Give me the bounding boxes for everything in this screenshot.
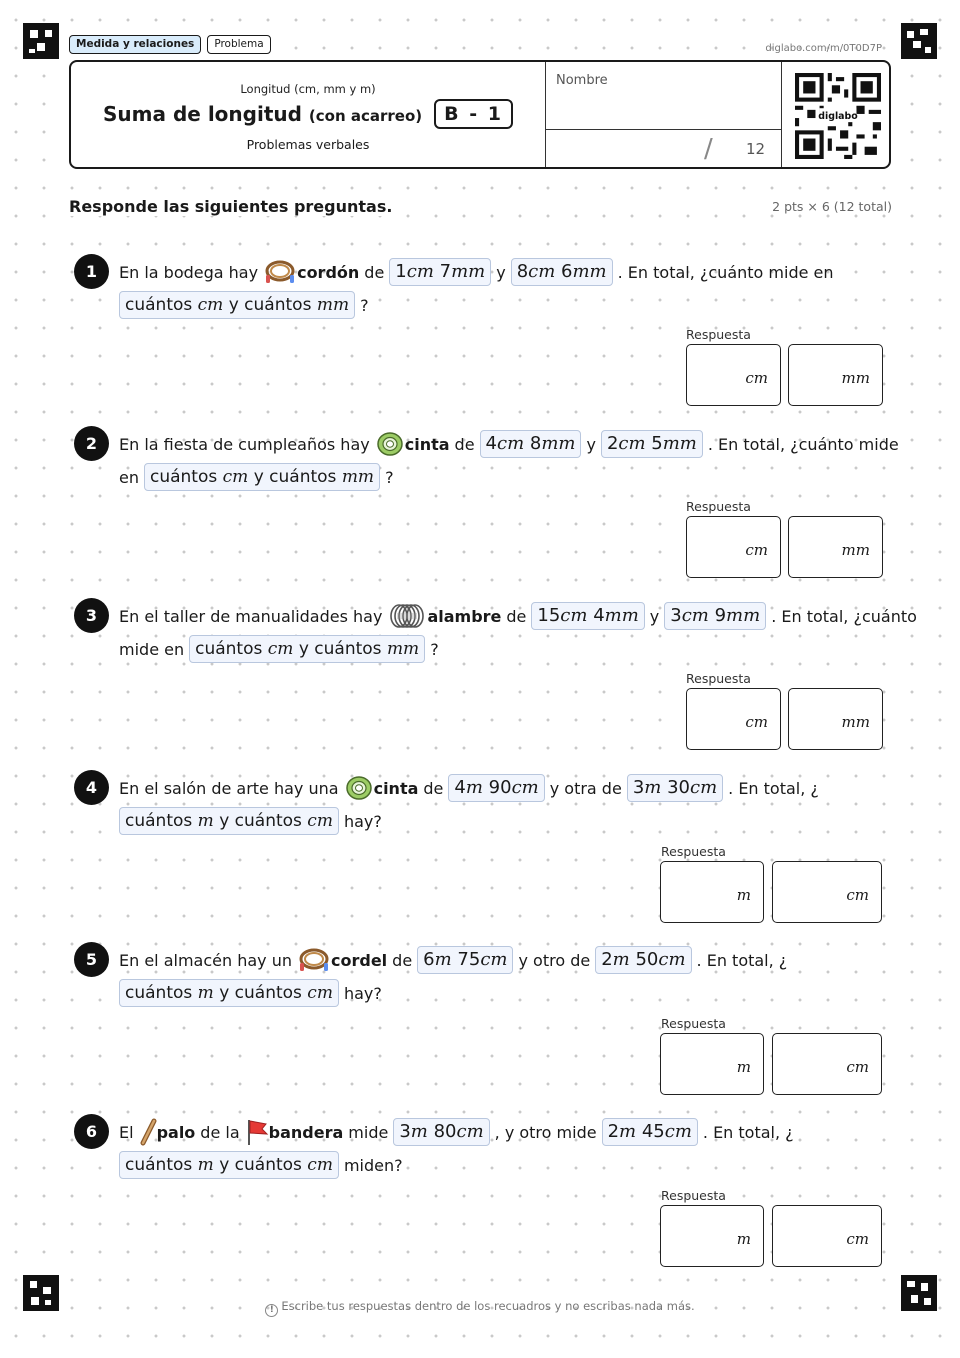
connector-text: mide [348,1122,389,1142]
value-number: 45 [641,1121,665,1142]
question-line-2 [119,807,387,835]
prompt-text: cuántos [125,1155,193,1175]
prompt-text: cuántos [125,811,193,831]
answer-box-2[interactable] [772,861,882,923]
prompt-text: y cuántos [219,983,302,1003]
value-unit: cm [480,949,508,970]
answer-unit: mm [841,541,870,559]
connector-text: de [392,950,413,970]
question-text: ? [360,295,369,315]
value-unit: m [434,949,452,970]
answer-unit: mm [841,369,870,387]
value-unit: cm [197,295,224,315]
connector-text: y [586,434,596,454]
info-icon: ! [265,1304,278,1317]
value-number: 1 [395,261,407,282]
answer-box-1[interactable] [686,516,781,578]
worksheet-title [103,102,422,126]
question-line-2 [119,635,444,663]
connector-text: y otra de [549,778,622,798]
question-number: 6 [74,1114,109,1149]
value-number: 75 [457,949,481,970]
unit-prompt [189,635,425,663]
unit-prompt [119,1151,339,1179]
length-value-a [417,946,513,974]
answer-unit: cm [745,713,768,731]
registration-marker-top-left-icon [23,23,59,59]
stick-icon [139,1118,157,1146]
value-number: 6 [561,261,573,282]
question-text: . En total, ¿ [696,950,788,970]
value-unit: mm [451,261,486,282]
answer-box-2[interactable] [772,1205,882,1267]
question-text: . En total, ¿cuánto mide en [617,262,834,282]
flag-icon [245,1118,269,1146]
registration-marker-top-right-icon [901,23,937,59]
question-text: En el taller de manualidades hay [119,606,383,626]
value-number: 3 [632,777,645,798]
unit-prompt [119,291,355,319]
tape-roll-icon [375,430,405,458]
value-number: 8 [529,433,542,454]
value-unit: cm [528,261,556,282]
worksheet-description: Problemas verbales [246,137,370,152]
answer-box-1[interactable] [686,344,781,406]
item-name: cinta [404,434,450,454]
value-unit: cm [618,433,646,454]
value-unit: m [197,811,214,831]
value-unit: m [612,949,630,970]
question-text: ? [385,467,394,487]
length-value-b [627,774,723,802]
unit-prompt [144,463,380,491]
qr-code-icon [795,73,881,159]
length-value-b [664,602,766,630]
item-name: cinta [373,778,419,798]
length-value-b [602,1118,698,1146]
value-number: 3 [670,605,682,626]
title-suffix: (con acarreo) [308,107,423,125]
score-total: 12 [746,140,766,158]
answer-box-2[interactable] [772,1033,882,1095]
value-number: 50 [635,949,659,970]
type-tag: Problema [207,35,270,54]
answer-unit: cm [846,1230,869,1248]
worksheet-header [69,60,891,169]
question-line-1 [119,602,922,630]
answer-label: Respuesta [661,1188,726,1203]
length-value-a [480,430,582,458]
question-text: miden? [343,1155,403,1175]
answer-unit: cm [745,541,768,559]
value-unit: cm [307,811,333,831]
value-unit: cm [658,949,686,970]
value-unit: cm [560,605,588,626]
question-text: . En total, ¿ [728,778,819,798]
value-unit: cm [664,1121,692,1142]
item-name: palo [156,1122,196,1142]
answer-box-2[interactable] [788,688,883,750]
rope-icon [263,258,297,286]
value-unit: cm [222,467,249,487]
points-info: 2 pts × 6 (12 total) [772,199,892,214]
item-name: alambre [427,606,502,626]
answer-label: Respuesta [686,499,751,514]
footer-text: Escribe tus respuestas dentro de los recuadros y no escribas nada más. [281,1299,695,1313]
value-unit: mm [341,467,375,487]
answer-unit: m [736,886,751,904]
question-text: En la bodega hay [119,262,259,282]
value-unit: mm [541,433,576,454]
qr-label: diglabo [818,110,858,122]
title-main: Suma de longitud [103,102,302,126]
question-text: . En total, ¿cuánto mide [707,434,899,454]
question-line-1 [119,774,824,802]
length-value-a [393,1118,489,1146]
value-number: 90 [488,777,512,798]
value-unit: m [465,777,483,798]
question-line-2 [119,291,374,319]
prompt-text: y cuántos [219,811,302,831]
prompt-text: y cuántos [298,639,382,659]
answer-unit: cm [745,369,768,387]
answer-unit: m [736,1230,751,1248]
value-unit: mm [604,605,639,626]
value-number: 4 [454,777,466,798]
connector-text: de [423,778,444,798]
question-text: mide en [119,639,185,659]
item-name: cordón [297,262,360,282]
length-value-a [448,774,544,802]
question-text: hay? [343,811,382,831]
answer-unit: m [736,1058,751,1076]
answer-box-2[interactable] [788,344,883,406]
answer-box-1[interactable] [660,1033,764,1095]
value-number: 9 [714,605,727,626]
title-block [71,62,545,167]
value-number: 8 [516,261,529,282]
value-number: 15 [537,605,561,626]
footer-note [0,1299,960,1317]
category-tag: Medida y relaciones [69,35,201,54]
question-number: 1 [74,254,109,289]
connector-text: , y otro mide [494,1122,597,1142]
question-number: 3 [74,598,109,633]
question-text: En el salón de arte hay una [119,778,339,798]
value-unit: cm [456,1121,484,1142]
answer-unit: mm [841,713,870,731]
question-line-2 [119,979,387,1007]
unit-prompt [119,807,339,835]
question-text: . En total, ¿ [702,1122,794,1142]
question-line-2 [119,463,399,491]
value-number: 4 [485,433,497,454]
score-field[interactable] [545,130,781,169]
question-text: en [119,467,139,487]
prompt-text: y cuántos [253,467,337,487]
connector-text: de [364,262,385,282]
value-unit: mm [572,261,607,282]
value-number: 2 [601,949,613,970]
question-number: 2 [74,426,109,461]
tag-row [69,35,271,54]
score-slash: / [704,134,713,164]
value-number: 80 [433,1121,457,1142]
length-value-a [389,258,491,286]
value-number: 4 [593,605,605,626]
answer-label: Respuesta [661,1016,726,1031]
value-number: 2 [606,433,619,454]
answer-label: Respuesta [686,327,751,342]
answer-unit: cm [846,1058,869,1076]
name-label: Nombre [556,73,608,88]
answer-box-1[interactable] [686,688,781,750]
worksheet-code: B - 1 [434,99,513,129]
question-number: 4 [74,770,109,805]
value-unit: cm [307,983,333,1003]
name-field[interactable] [545,62,781,130]
question-line-1 [119,258,839,286]
question-text: . En total, ¿cuánto [771,606,917,626]
qr-area [781,62,891,167]
value-unit: cm [496,433,525,454]
answer-box-1[interactable] [660,1205,764,1267]
question-line-2 [119,1151,408,1179]
value-number: 7 [439,261,452,282]
value-unit: cm [406,261,434,282]
value-unit: m [619,1121,637,1142]
value-unit: mm [662,433,697,454]
value-number: 3 [399,1121,411,1142]
question-line-1 [119,1118,799,1146]
prompt-text: y cuántos [228,295,312,315]
question-text: hay? [343,983,382,1003]
connector-text: de la [200,1122,240,1142]
value-unit: cm [267,639,294,659]
value-unit: cm [689,777,718,798]
value-unit: m [410,1121,428,1142]
worksheet-subtitle: Longitud (cm, mm y m) [240,82,376,96]
value-unit: mm [386,639,420,659]
value-unit: m [197,1155,214,1175]
value-number: 30 [667,777,690,798]
question-number: 5 [74,942,109,977]
value-number: 6 [423,949,435,970]
value-number: 2 [607,1121,620,1142]
answer-box-1[interactable] [660,861,764,923]
item-name: bandera [268,1122,344,1142]
prompt-text: cuántos [125,295,193,315]
length-value-b [595,946,691,974]
value-unit: cm [307,1155,333,1175]
question-line-1 [119,430,904,458]
value-unit: cm [681,605,709,626]
connector-text: y otro de [518,950,591,970]
connector-text: de [454,434,475,454]
value-unit: mm [316,295,350,315]
question-line-1 [119,946,792,974]
answer-label: Respuesta [686,671,751,686]
rope-icon [297,946,331,974]
value-unit: m [197,983,214,1003]
answer-box-2[interactable] [788,516,883,578]
item-name: cordel [331,950,388,970]
question-text: ? [430,639,439,659]
connector-text: de [506,606,527,626]
instructions: Responde las siguientes preguntas. [69,197,395,216]
prompt-text: cuántos [149,467,218,487]
wire-coil-icon [387,602,427,630]
prompt-text: cuántos [195,639,263,659]
site-url[interactable]: diglabo.com/m/0T0D7P [765,43,882,54]
question-text: En el almacén hay un [119,950,292,970]
length-value-b [601,430,703,458]
question-text: En la fiesta de cumpleaños hay [119,434,370,454]
prompt-text: y cuántos [219,1155,302,1175]
value-number: 5 [651,433,663,454]
length-value-a [531,602,644,630]
connector-text: y [496,262,506,282]
question-text: El [119,1122,134,1142]
unit-prompt [119,979,339,1007]
value-unit: mm [726,605,761,626]
connector-text: y [649,606,660,626]
length-value-b [511,258,613,286]
prompt-text: cuántos [125,983,193,1003]
value-unit: cm [511,777,539,798]
value-unit: m [644,777,662,798]
answer-unit: cm [846,886,869,904]
answer-label: Respuesta [661,844,726,859]
tape-roll-icon [344,774,374,802]
